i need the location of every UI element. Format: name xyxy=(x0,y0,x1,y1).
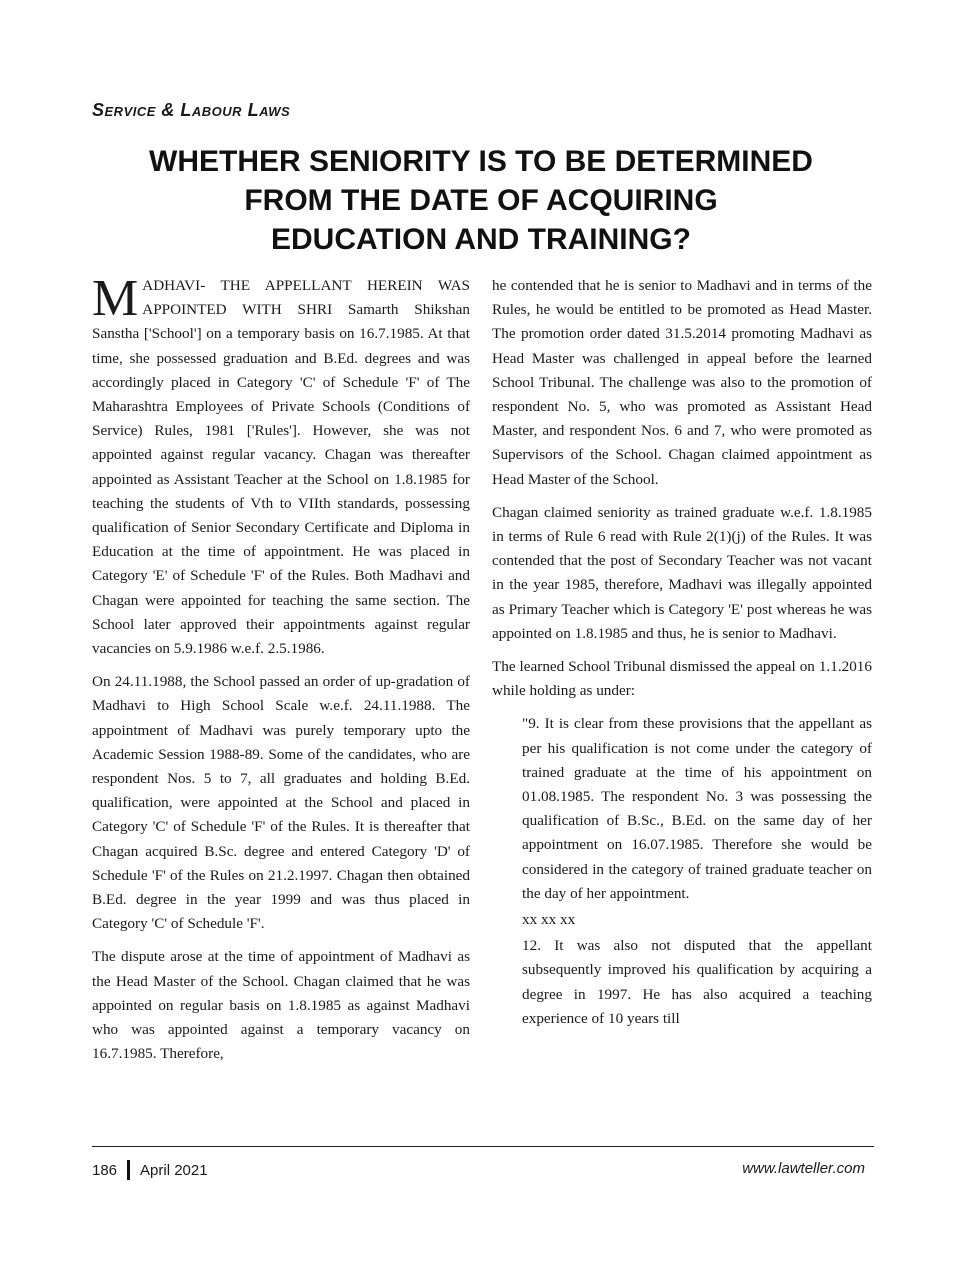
footer-separator xyxy=(127,1160,130,1180)
article-title xyxy=(92,142,870,259)
paragraph-text: ADHAVI- THE APPELLANT HEREIN WAS APPOINTED WITH SHRI Samarth Shikshan Sanstha ['School'] on a temporary basis on 16.7.1985. At that time, she possessed graduation and B.Ed. degrees and was accordingly placed in Category 'C' of Schedule 'F' of The Maharashtra Employees of Private Schools (Conditions of Service) Rules, 1981 ['Rules']. However, she was not appointed against regular vacancy. Chagan was thereafter appointed as Assistant Teacher at the School on 1.8.1985 for teaching the students of Vth to VIIth standards, possessing qualification of Senior Secondary Certificate and Diploma in Education at the time of appointment. He was placed in Category 'E' of Schedule 'F' of the Rules. Both Madhavi and Chagan were appointed for teaching the same section. The School later approved their appointments against regular vacancies on 5.9.1986 w.e.f. 2.5.1986. xyxy=(92,277,470,658)
page-number: 186 xyxy=(92,1161,118,1179)
paragraph: On 24.11.1988, the School passed an order of up-gradation of Madhavi to High School Scale w.e.f. 24.11.1988. The appointment of Madhavi was purely temporary upto the Academic Session 1988-89. Some of the candidates, who are respondent Nos. 5 to 7, all graduates and holding B.Ed. qualification, were appointed at the School and placed in Category 'C' of Schedule 'F' of the Rules. It is thereafter that Chagan acquired B.Sc. degree and entered Category 'D' of Schedule 'F' of the Rules on 21.2.1997. Chagan then obtained B.Ed. degree in the year 1999 and was thus placed in Category 'C' of Schedule 'F'. xyxy=(92,673,470,933)
website-url: www.lawteller.com xyxy=(742,1160,865,1177)
paragraph: The learned School Tribunal dismissed the appeal on 1.1.2016 while holding as under: xyxy=(492,658,872,700)
footer-divider xyxy=(92,1146,874,1147)
left-column xyxy=(92,270,470,1076)
paragraph: The dispute arose at the time of appointment of Madhavi as the Head Master of the School. Chagan claimed that he was appointed on regular basis on 1.8.1985 as against Madhavi who was appointed against a temporary vacancy on 16.7.1985. Therefore, xyxy=(92,948,470,1063)
paragraph xyxy=(92,270,470,661)
drop-cap: M xyxy=(92,270,139,327)
quote-paragraph: xx xx xx xyxy=(522,911,576,929)
issue-date: April 2021 xyxy=(140,1161,208,1179)
paragraph: he contended that he is senior to Madhavi and in terms of the Rules, he would be entitled to be promoted as Head Master. The promotion order dated 31.5.2014 promoting Madhavi as Head Master was challenged in appeal before the learned School Tribunal. The challenge was also to the promotion of respondent No. 5, who was promoted as Assistant Head Master, and respondent Nos. 6 and 7, who were promoted as Supervisors of the School. Chagan claimed appointment as Head Master of the School. xyxy=(492,277,872,488)
quote-paragraph: "9. It is clear from these provisions that the appellant as per his qualification is not come under the category of trained graduate at the time of his appointment on 01.08.1985. The respondent No. 3 was possessing the qualification of B.Sc., B.Ed. on the same day of her appointment on 16.07.1985. Therefore she would be considered in the category of trained graduate teacher on the day of her appointment. xyxy=(522,715,872,902)
footer-left xyxy=(92,1160,208,1180)
title-line: FROM THE DATE OF ACQUIRING xyxy=(244,184,718,217)
tribunal-quote xyxy=(522,712,872,1031)
right-column xyxy=(492,274,872,1033)
title-line: WHETHER SENIORITY IS TO BE DETERMINED xyxy=(149,145,813,178)
quote-paragraph: 12. It was also not disputed that the appellant subsequently improved his qualification by acquiring a degree in 1997. He has also acquired a teaching experience of 10 years till xyxy=(522,937,872,1027)
title-line: EDUCATION AND TRAINING? xyxy=(271,223,691,256)
section-label: Service & Labour Laws xyxy=(92,100,291,120)
paragraph: Chagan claimed seniority as trained graduate w.e.f. 1.8.1985 in terms of Rule 6 read with Rule 2(1)(j) of the Rules. It was contended that the post of Secondary Teacher was not vacant in the year 1985, therefore, Madhavi was illegally appointed as Primary Teacher which is Category 'E' post whereas he was appointed on 1.8.1985 and thus, he is senior to Madhavi. xyxy=(492,503,872,642)
